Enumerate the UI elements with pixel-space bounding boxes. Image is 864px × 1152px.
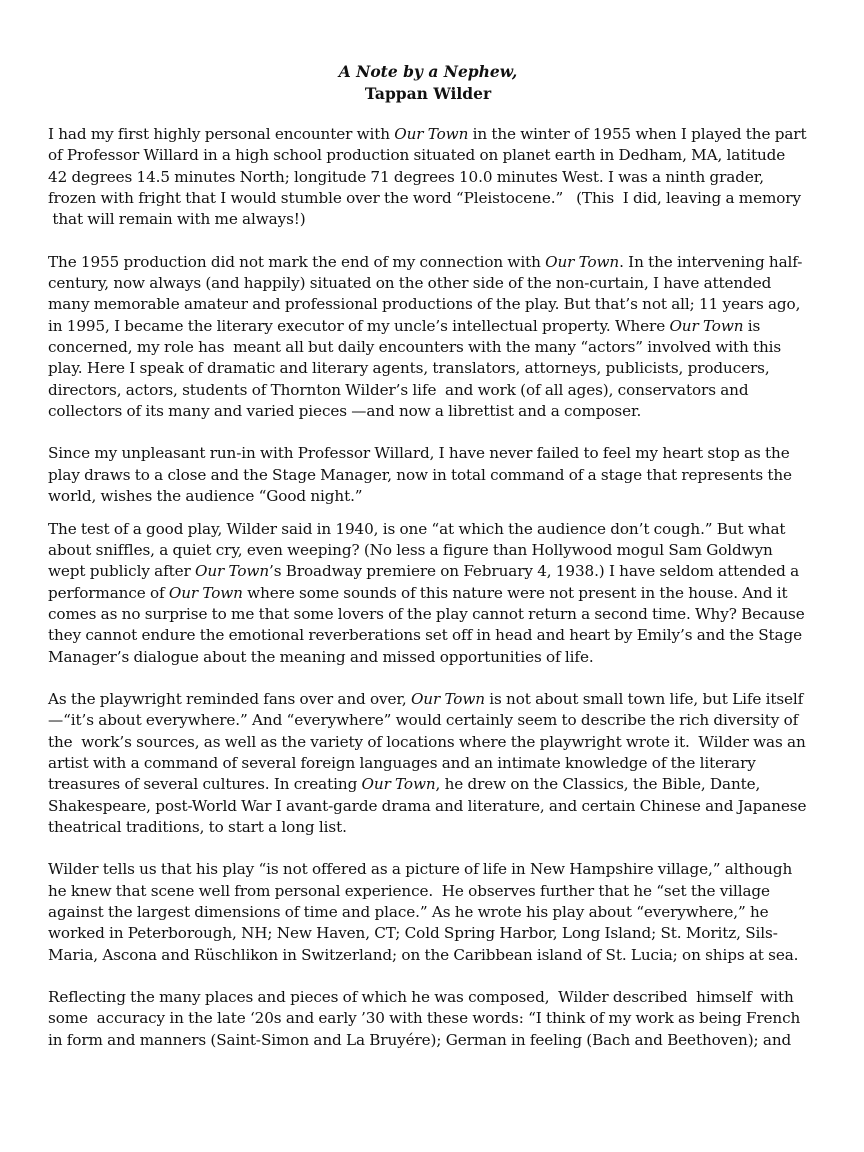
body-paragraph <box>48 519 808 668</box>
body-paragraph <box>48 124 808 231</box>
document-author: Tappan Wilder <box>364 84 492 103</box>
paragraph-text: Since my unpleasant run-in with Professor Willard, I have never failed to feel my heart stop as the play draws to a close and the Stage Manager, now in total command of a stage that represents the world, wishes the audience “Good night.” <box>48 444 792 506</box>
paragraph-text: ’s Broadway premiere on February 4, 1938.) I have seldom attended a performance of <box>48 562 800 602</box>
paragraph-text: . In the intervening half-century, now always (and happily) situated on the other side of the non-curtain, I have attended many memorable amateur and professional productions of the play. But that’s not all; 11 years ago, in 1995, I became the literary executor of my uncle’s intellectual property. Where <box>48 252 803 335</box>
paragraph-text: , he drew on the Classics, the Bible, Dante, Shakespeare, post-World War I avant-garde drama and literature, and certain Chinese and Japanese theatrical traditions, to start a long list. <box>48 775 807 836</box>
paragraph-text: is not about small town life, but Life itself—“it’s about everywhere.” And “everywhere” would certainly seem to describe the rich diversity of the work’s sources, as well as the variety of locations where the playwright wrote it. Wilder was an artist with a command of several foreign languages and an intimate knowledge of the literary treasures of several cultures. In creating <box>48 689 806 794</box>
italic-title-text: Our Town <box>669 316 744 335</box>
body-paragraph <box>48 689 808 838</box>
title-block <box>48 61 808 105</box>
italic-title-text: Our Town <box>195 562 270 581</box>
paragraph-text: Wilder tells us that his play “is not offered as a picture of life in New Hampshire village,” although he knew that scene well from personal experience. He observes further that he “set the village against the largest dimensions of time and place.” As he wrote his play about “everywhere,” he worked in Peterborough, NH; New Haven, CT; Cold Spring Harbor, Long Island; St. Moritz, Sils-Maria, Ascona and Rüschlikon in Switzerland; on the Caribbean island of St. Lucia; on ships at sea. <box>48 860 799 964</box>
paragraph-text: The 1955 production did not mark the end of my connection with <box>48 252 546 271</box>
body-paragraph <box>48 443 808 507</box>
paragraph-text: Reflecting the many places and pieces of which he was composed, Wilder described himself with some accuracy in the late ‘20s and early ’30 with these words: “I think of my work as being French in form and manners (Saint-Simon and La Bruyére); German in feeling (Bach and Beethoven); and <box>48 988 801 1049</box>
body-paragraph <box>48 859 808 966</box>
document-page <box>48 61 808 1072</box>
paragraph-text: is concerned, my role has meant all but daily encounters with the many “actors” involved with this play. Here I speak of dramatic and literary agents, translators, attorneys, publicists, producers, directors, actors, students of Thornton Wilder’s life and work (of all ages), conservators and collectors of its many and varied pieces —and now a librettist and a composer. <box>48 316 782 421</box>
paragraph-text: where some sounds of this nature were not present in the house. And it comes as no surprise to me that some lovers of the play cannot return a second time. Why? Because they cannot endure the emotional reverberations set off in head and heart by Emily’s and the Stage Manager’s dialogue about the meaning and missed opportunities of life. <box>48 583 805 666</box>
paragraph-text: in the winter of 1955 when I played the part of Professor Willard in a high school production situated on planet earth in Dedham, MA, latitude 42 degrees 14.5 minutes North; longitude 71 degrees 10.0 minutes West. I was a ninth grader, frozen with fright that I would stumble over the word “Pleistocene.” (This I did, leaving a memory that will remain with me always!) <box>48 125 807 229</box>
paragraph-text: I had my first highly personal encounter with <box>48 125 395 143</box>
document-title: A Note by a Nephew, <box>338 62 518 81</box>
paragraph-text: As the playwright reminded fans over and over, <box>48 689 411 708</box>
italic-title-text: Our Town <box>410 689 485 708</box>
paragraph-text: The test of a good play, Wilder said in 1940, is one “at which the audience don’t cough.” But what about sniffles, a quiet cry, even weeping? (No less a figure than Hollywood mogul Sam Goldwyn wept publicly after <box>48 519 786 581</box>
italic-title-text: Our Town <box>545 252 620 271</box>
body-paragraph <box>48 252 808 423</box>
italic-title-text: Our Town <box>361 775 436 794</box>
body-paragraph <box>48 987 808 1051</box>
italic-title-text: Our Town <box>168 583 243 602</box>
italic-title-text: Our Town <box>394 125 469 143</box>
